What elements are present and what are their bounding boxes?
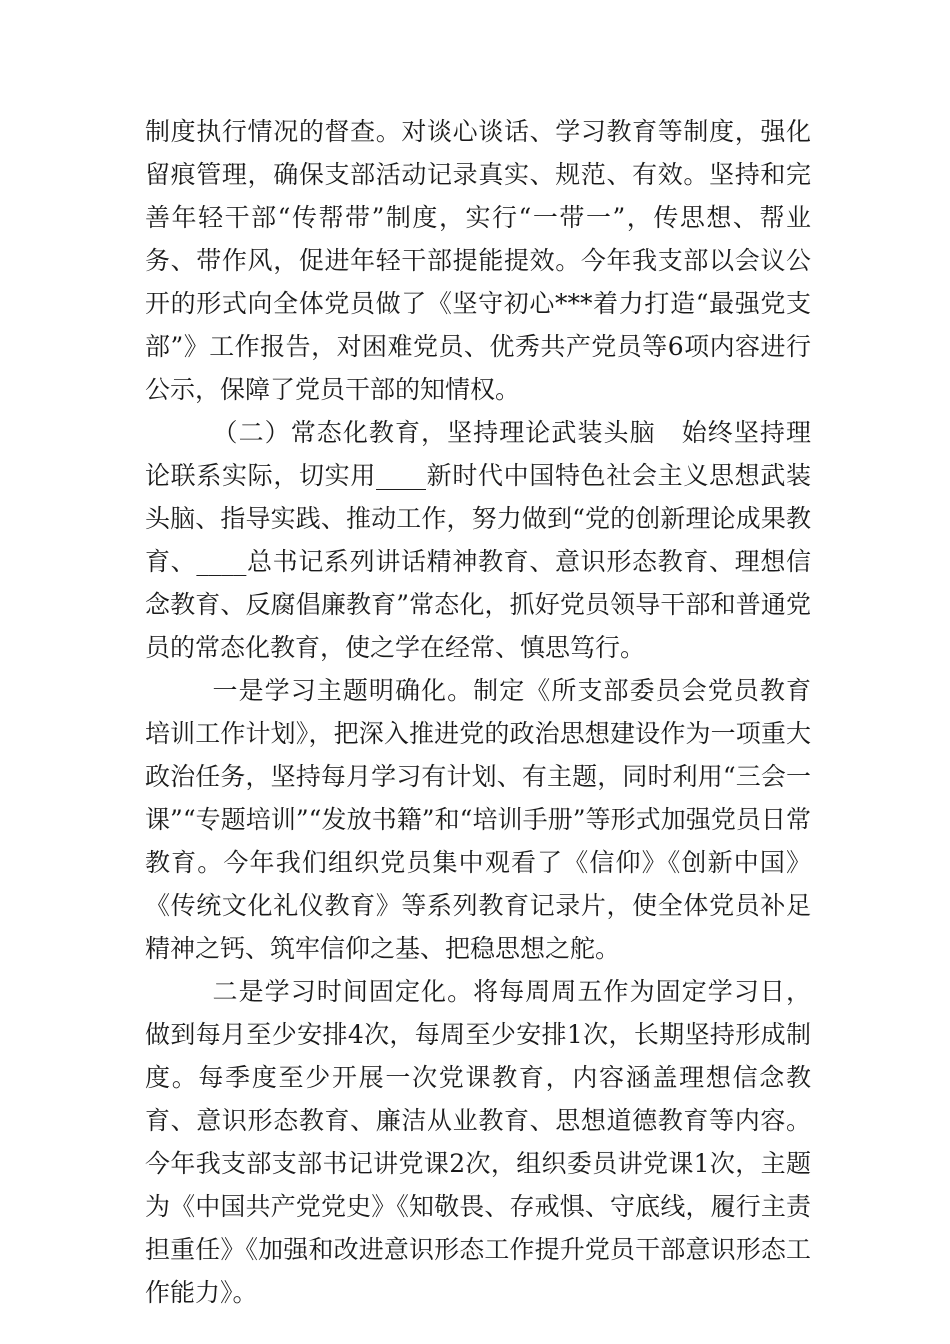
document-body xyxy=(145,110,811,1314)
paragraph-3: 一是学习主题明确化。制定《所支部委员会党员教育培训工作计划》，把深入推进党的政治思想建设作为一项重大政治任务，坚持每月学习有计划、有主题，同时利用“三会一课”“专题培训”“发放书籍”和“培训手册”等形式加强党员日常教育。今年我们组织党员集中观看了《信仰》《创新中国》《传统文化礼仪教育》等系列教育记录片，使全体党员补足精神之钙、筑牢信仰之基、把稳思想之舵。 xyxy=(145,676,811,963)
paragraph-4: 二是学习时间固定化。将每周周五作为固定学习日，做到每月至少安排4次，每周至少安排1次，长期坚持形成制度。每季度至少开展一次党课教育，内容涵盖理想信念教育、意识形态教育、廉洁从业教育、思想道德教育等内容。今年我支部支部书记讲党课2次，组织委员讲党课1次，主题为《中国共产党党史》《知敬畏、存戒惧、守底线，履行主责担重任》《加强和改进意识形态工作提升党员干部意识形态工作能力》。 xyxy=(145,977,811,1307)
paragraph-1: 制度执行情况的督查。对谈心谈话、学习教育等制度，强化留痕管理，确保支部活动记录真实、规范、有效。坚持和完善年轻干部“传帮带”制度，实行“一带一”，传思想、帮业务、带作风，促进年轻干部提能提效。今年我支部以会议公开的形式向全体党员做了《坚守初心***着力打造“最强党支部”》工作报告，对困难党员、优秀共产党员等6项内容进行公示，保障了党员干部的知情权。 xyxy=(145,117,811,404)
paragraph-2: （二）常态化教育，坚持理论武装头脑 始终坚持理论联系实际，切实用____新时代中国特色社会主义思想武装头脑、指导实践、推动工作，努力做到“党的创新理论成果教育、____总书记系列讲话精神教育、意识形态教育、理想信念教育、反腐倡廉教育”常态化，抓好党员领导干部和普通党员的常态化教育，使之学在经常、慎思笃行。 xyxy=(145,418,811,662)
